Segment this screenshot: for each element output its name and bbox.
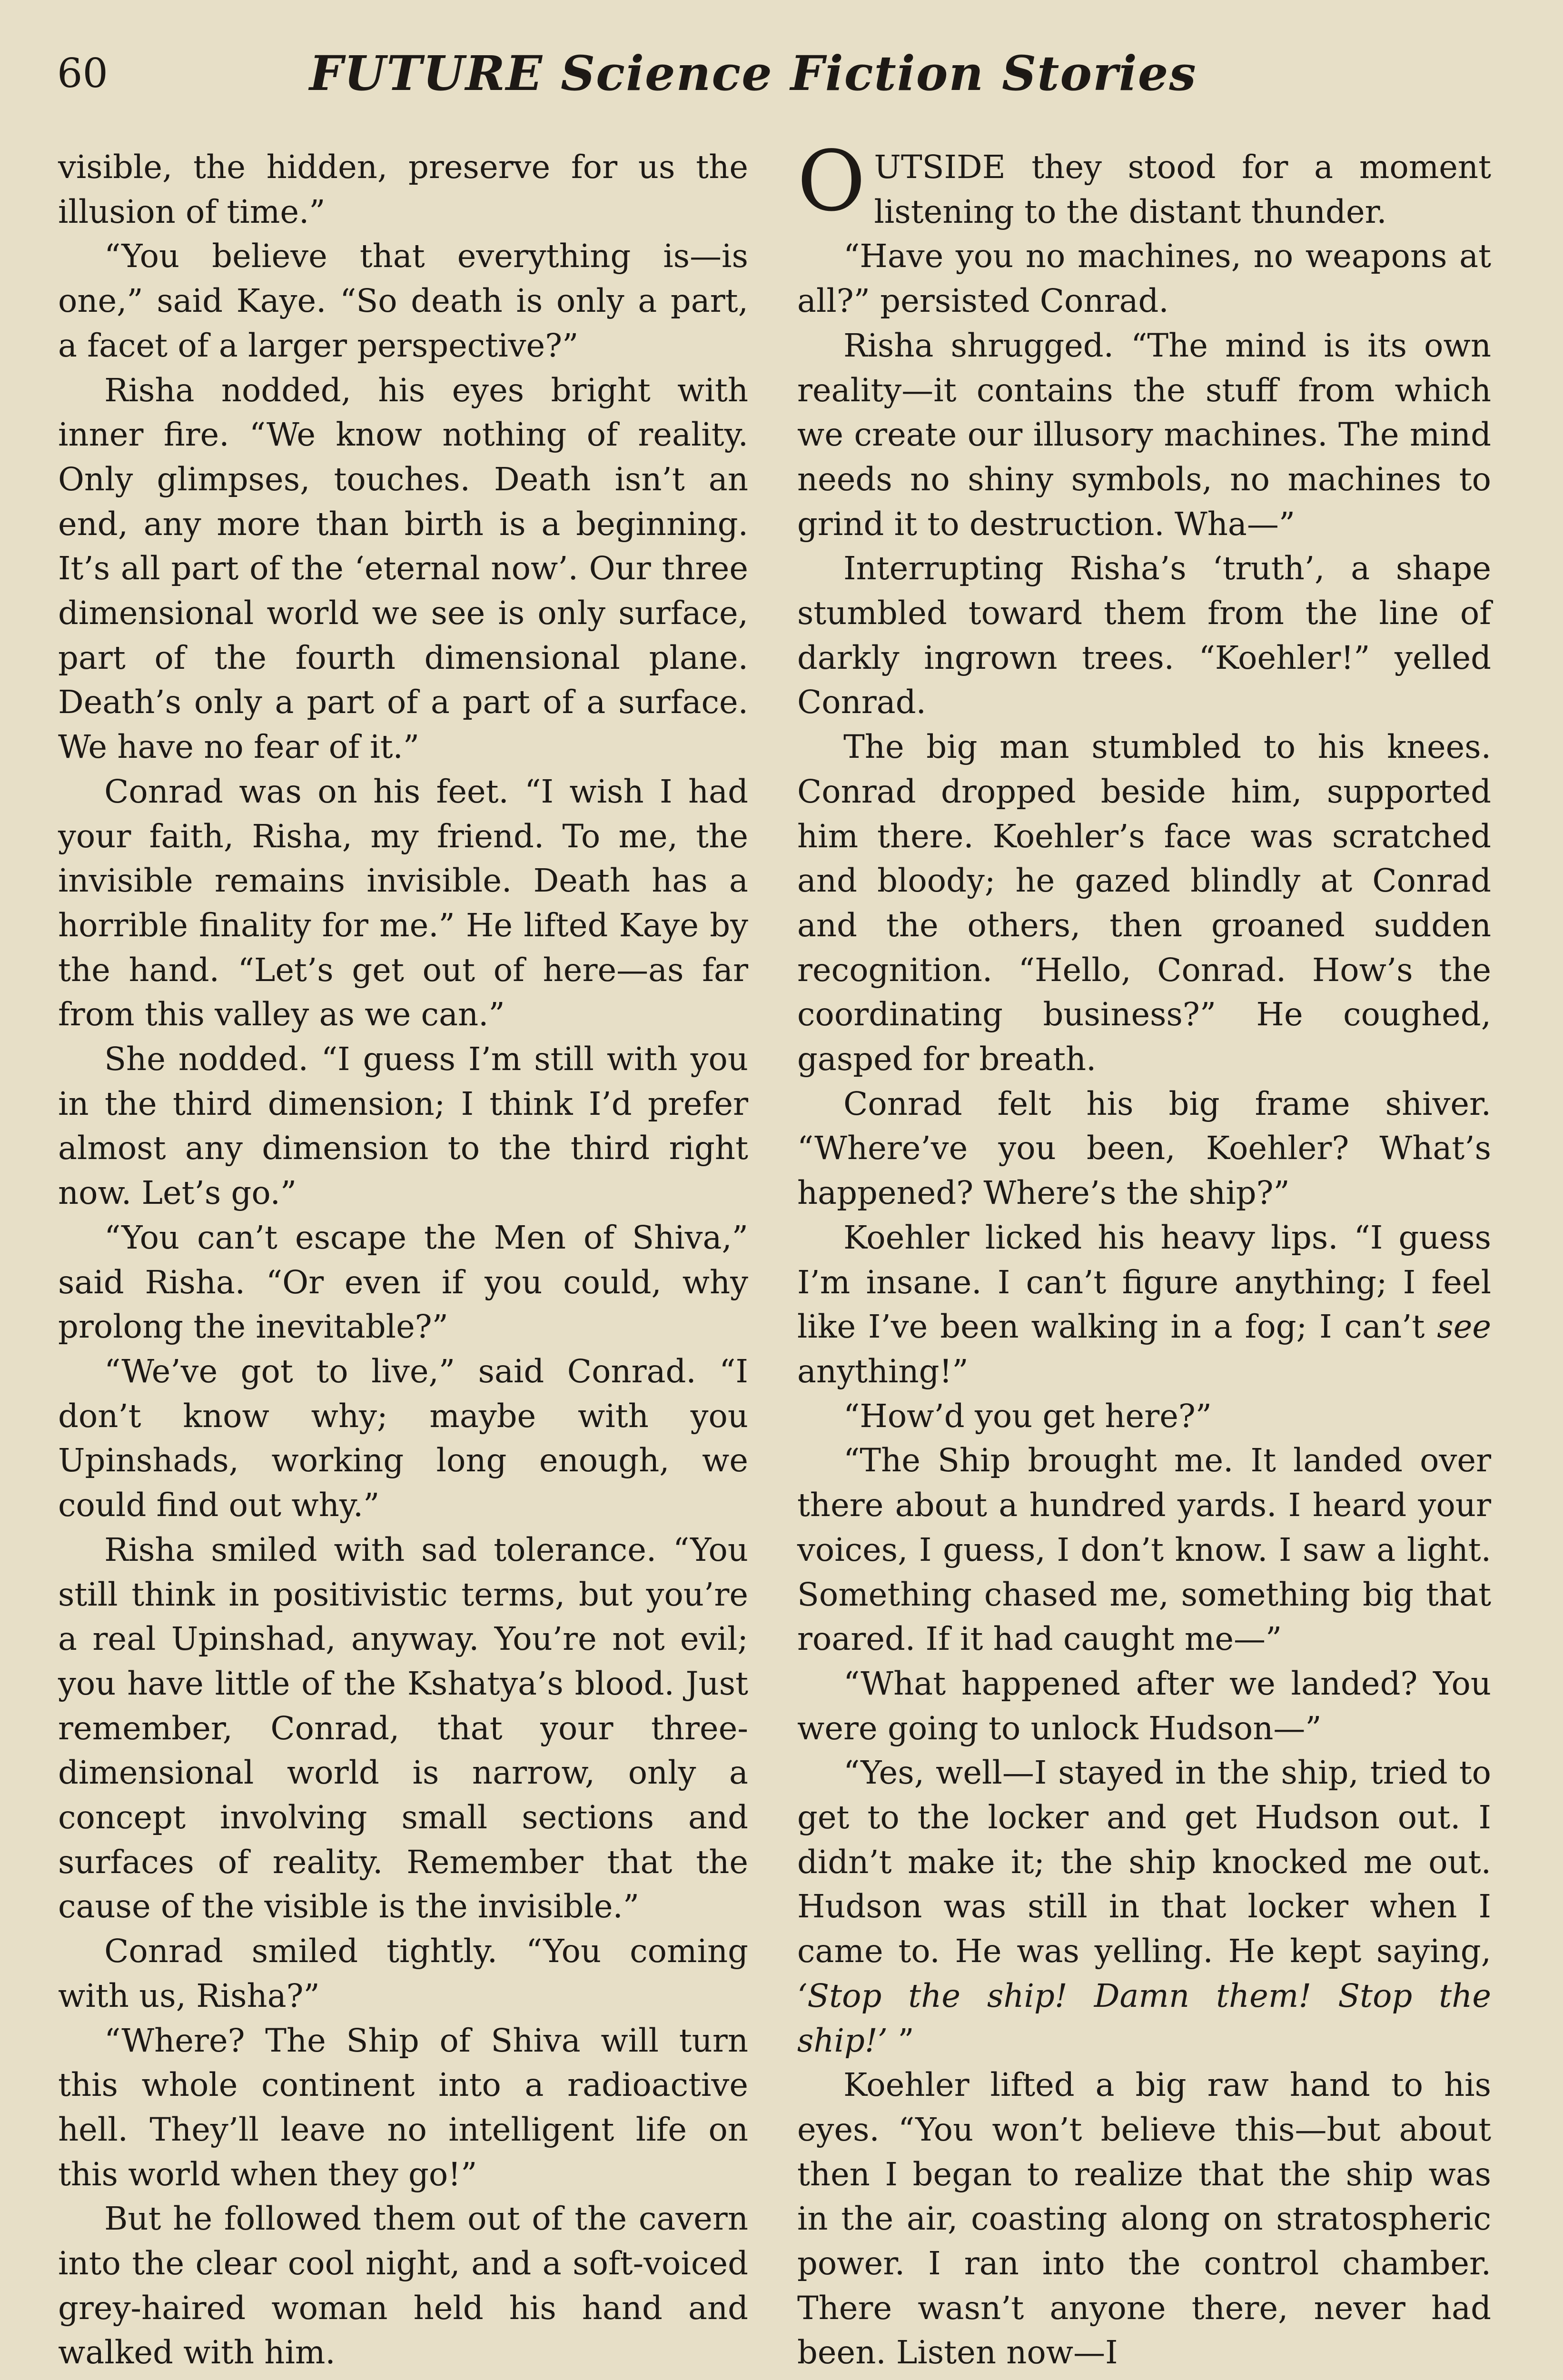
paragraph: Conrad smiled tightly. “You coming with us, Risha?” xyxy=(58,1933,748,2014)
left-text-column xyxy=(58,145,748,2375)
text-run: anything!” xyxy=(797,1352,969,1390)
opening-text: UTSIDE they stood for a moment listening to the distant thunder. xyxy=(874,149,1491,230)
text-run: ” xyxy=(888,2022,914,2059)
paragraph: Risha nodded, his eyes bright with inner fire. “We know nothing of reality. Only glimpses, touches. Death isn’t an end, any more than birth is a beginning. It’s all part of the ‘eternal now’. Our three dimensional world we see is only surface, part of the fourth dimensional plane. Death’s only a part of a part of a surface. We have no fear of it.” xyxy=(58,371,748,766)
opening-paragraph xyxy=(797,133,1491,234)
paragraph: She nodded. “I guess I’m still with you in the third dimension; I think I’d prefer almost any dimension to the third right now. Let’s go.” xyxy=(58,1041,748,1212)
paragraph: Conrad was on his feet. “I wish I had your faith, Risha, my friend. To me, the invisible remains invisible. Death has a horrible finality for me.” He lifted Kaye by the hand. “Let’s get out of here—as far from this valley as we can.” xyxy=(58,773,748,1033)
running-title: FUTURE Science Fiction Stories xyxy=(309,45,1197,101)
page-number: 60 xyxy=(57,50,108,97)
paragraph: “You can’t escape the Men of Shiva,” said Risha. “Or even if you could, why prolong the inevitable?” xyxy=(58,1219,748,1346)
drop-cap: O xyxy=(797,133,866,230)
italic-text: see xyxy=(1437,1308,1491,1346)
paragraph: “You believe that everything is—is one,” said Kaye. “So death is only a part, a facet of a larger perspective?” xyxy=(58,238,748,364)
paragraph: “How’d you get here?” xyxy=(843,1397,1212,1435)
paragraph: Koehler lifted a big raw hand to his eyes. “You won’t believe this—but about then I began to realize that the ship was in the air, coasting along on stratospheric power. I ran into the control chamber. There wasn’t anyone there, never had been. Listen now—I xyxy=(797,2066,1491,2371)
paragraph: But he followed them out of the cavern into the clear cool night, and a soft-voiced grey-haired woman held his hand and walked with him. xyxy=(58,2200,748,2371)
text-run: Koehler licked his heavy lips. “I guess I’m insane. I can’t figure anything; I feel like I’ve been walking in a fog; I can’t xyxy=(797,1219,1491,1346)
italic-text: ‘Stop the ship! Damn them! Stop the ship!’ xyxy=(797,1977,1491,2059)
paragraph: “Where? The Ship of Shiva will turn this whole continent into a radioactive hell. They’ll leave no intelligent life on this world when they go!” xyxy=(58,2022,748,2193)
paragraph: “We’ve got to live,” said Conrad. “I don’t know why; maybe with you Upinshads, working long enough, we could find out why.” xyxy=(58,1352,748,1524)
paragraph: Risha smiled with sad tolerance. “You still think in positivistic terms, but you’re a real Upinshad, anyway. You’re not evil; you have little of the Kshatya’s blood. Just remember, Conrad, that your three-dimensional world is narrow, only a concept involving small sections and surfaces of reality. Remember that the cause of the visible is the invisible.” xyxy=(58,1531,748,1925)
paragraph: The big man stumbled to his knees. Conrad dropped beside him, supported him there. Koehler’s face was scratched and bloody; he gazed blindly at Conrad and the others, then groaned sudden recognition. “Hello, Conrad. How’s the coordinating business?” He coughed, gasped for breath. xyxy=(797,728,1491,1078)
paragraph: Interrupting Risha’s ‘truth’, a shape stumbled toward them from the line of darkly ingrown trees. “Koehler!” yelled Conrad. xyxy=(797,550,1491,721)
paragraph: “The Ship brought me. It landed over there about a hundred yards. I heard your voices, I guess, I don’t know. I saw a light. Something chased me, something big that roared. If it had caught me—” xyxy=(797,1442,1491,1658)
paragraph xyxy=(797,1751,1491,2063)
paragraph: Conrad felt his big frame shiver. “Where’ve you been, Koehler? What’s happened? Where’s the ship?” xyxy=(797,1085,1491,1212)
paragraph: “Have you no machines, no weapons at all?” persisted Conrad. xyxy=(797,238,1491,320)
right-text-column xyxy=(797,133,1491,2375)
text-run: “Yes, well—I stayed in the ship, tried to get to the locker and get Hudson out. I didn’t make it; the ship knocked me out. Hudson was still in that locker when I came to. He was yelling. He kept saying, xyxy=(797,1754,1491,1970)
page-header xyxy=(57,45,1247,112)
paragraph: “What happened after we landed? You were going to unlock Hudson—” xyxy=(797,1665,1491,1747)
paragraph: Risha shrugged. “The mind is its own reality—it contains the stuff from which we create our illusory machines. The mind needs no shiny symbols, no machines to grind it to destruction. Wha—” xyxy=(797,327,1491,543)
paragraph: visible, the hidden, preserve for us the illusion of time.” xyxy=(58,149,748,230)
paragraph xyxy=(797,1216,1491,1394)
